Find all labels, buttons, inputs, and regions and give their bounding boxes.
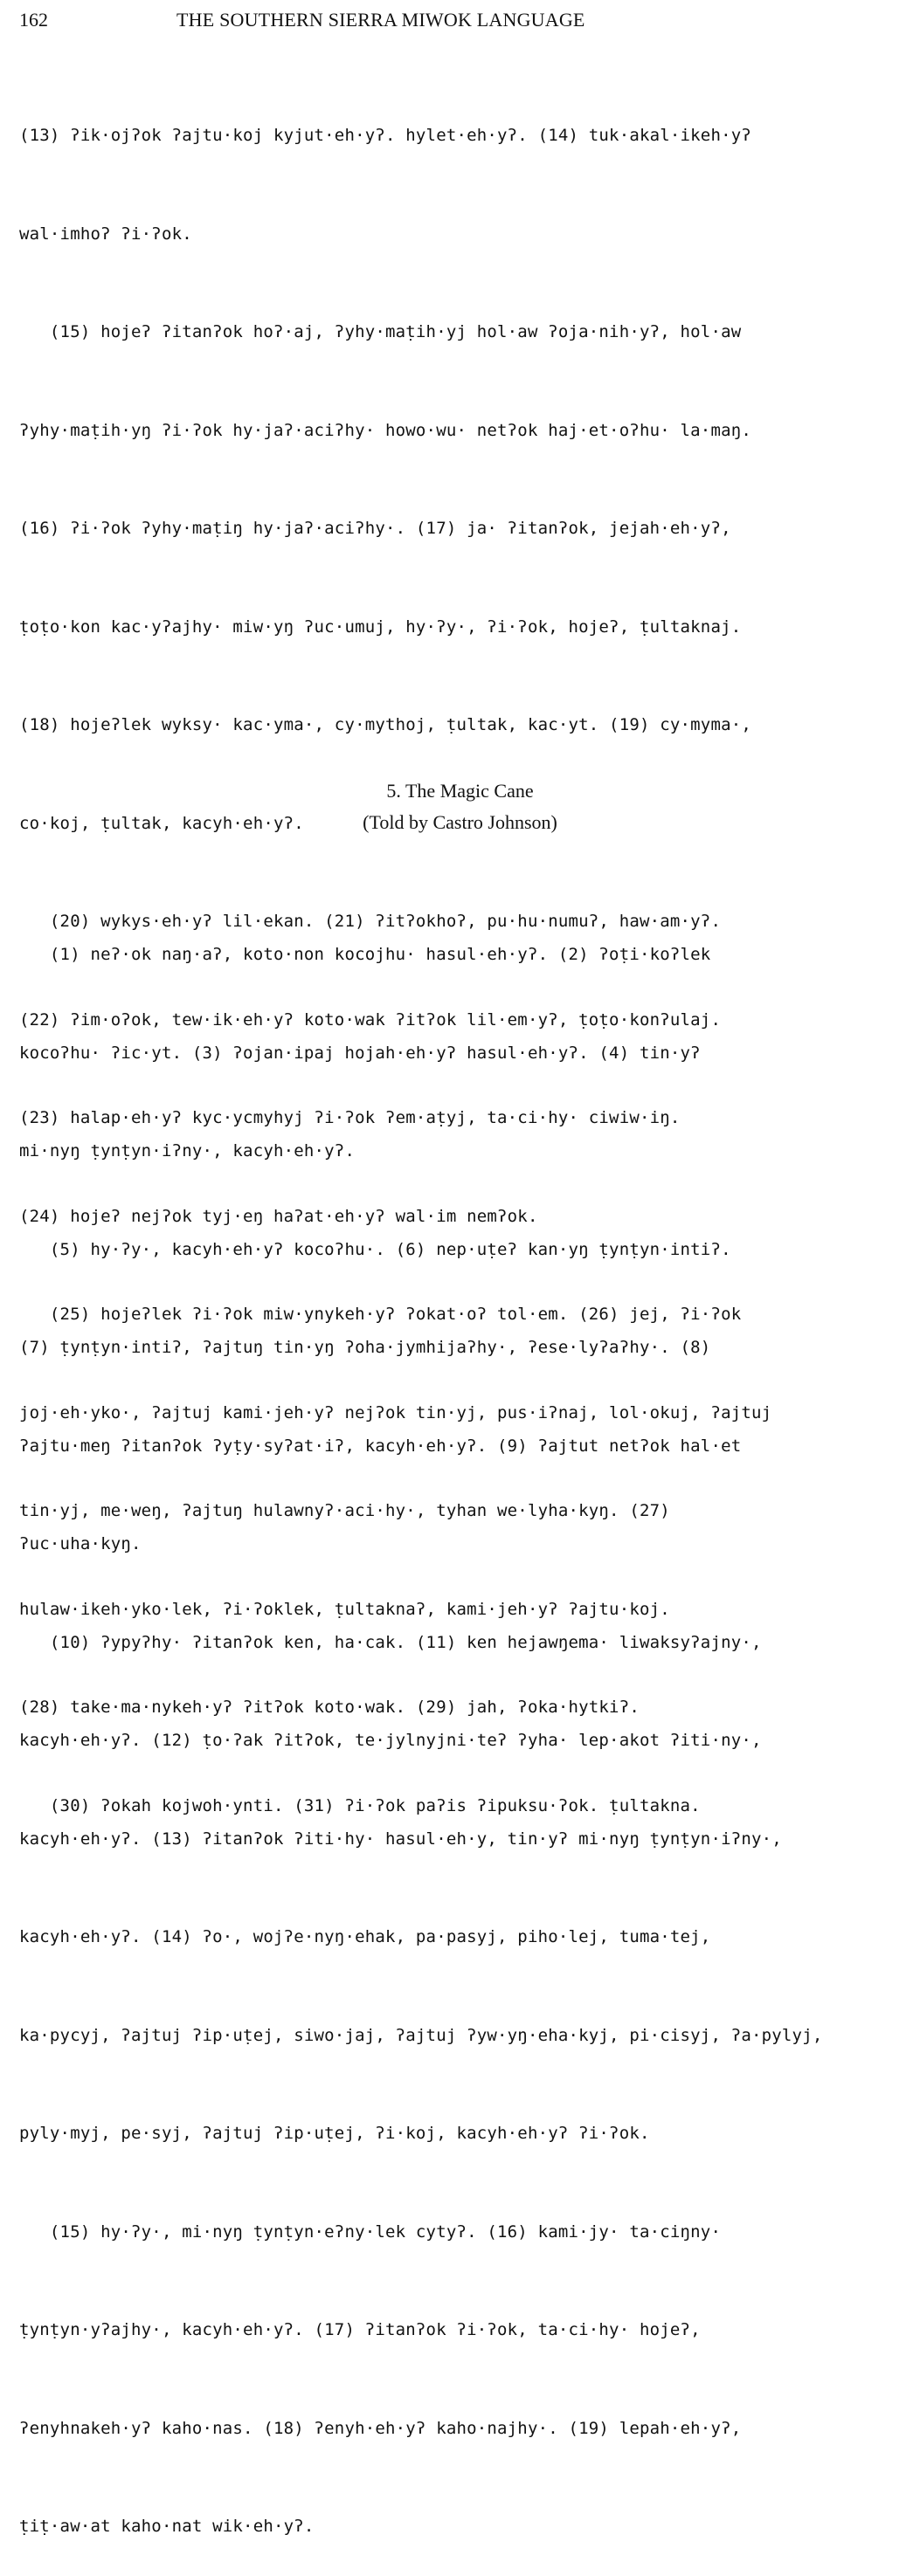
text-line: kacyh·eh·yʔ. (14) ʔo·, wojʔe·nyŋ·ehak, pa·pasyj, piho·lej, tuma·tej,	[19, 1927, 711, 1946]
text-line: mi·nyŋ ṭynṭyn·iʔny·, kacyh·eh·yʔ.	[19, 1141, 356, 1161]
text-line: ka·pycyj, ʔajtuj ʔip·uṭej, siwo·jaj, ʔajtuj ʔyw·yŋ·eha·kyj, pi·cisyj, ʔa·pylyj,	[19, 2025, 823, 2045]
text-line: wal·imhoʔ ʔi·ʔok.	[19, 224, 192, 244]
text-line: pyly·myj, pe·syj, ʔajtuj ʔip·uṭej, ʔi·koj, kacyh·eh·yʔ ʔi·ʔok.	[19, 2124, 650, 2143]
text-line: ṭiṭ·aw·at kaho·nat wik·eh·yʔ.	[19, 2517, 315, 2536]
text-line: (7) ṭynṭyn·intiʔ, ʔajtuŋ tin·yŋ ʔoha·jymhijaʔhy·, ʔese·lyʔaʔhy·. (8)	[19, 1338, 711, 1357]
text-line: co·koj, ṭultak, kacyh·eh·yʔ.	[19, 813, 304, 833]
text-line: (25) hojeʔlek ʔi·ʔok miw·ynykeh·yʔ ʔokat·oʔ tol·em. (26) jej, ʔi·ʔok	[19, 1305, 742, 1324]
text-line: ʔyhy·maṭih·yŋ ʔi·ʔok hy·jaʔ·aciʔhy· howo·wu· netʔok haj·et·oʔhu· la·maŋ.	[19, 420, 752, 440]
text-line: (20) wykys·eh·yʔ lil·ekan. (21) ʔitʔokhoʔ, pu·hu·numuʔ, haw·am·yʔ.	[19, 912, 722, 931]
page-number: 162	[19, 9, 48, 31]
text-line: joj·eh·yko·, ʔajtuj kami·jeh·yʔ nejʔok tin·yj, pus·iʔnaj, lol·okuj, ʔajtuj	[19, 1402, 772, 1422]
story-title: 5. The Magic Cane	[386, 780, 534, 802]
running-title: THE SOUTHERN SIERRA MIWOK LANGUAGE	[176, 9, 585, 31]
text-line: ʔajtu·meŋ ʔitanʔok ʔyṭy·syʔat·iʔ, kacyh·eh·yʔ. (9) ʔajtut netʔok hal·et	[19, 1436, 742, 1456]
text-line: (28) take·ma·nykeh·yʔ ʔitʔok koto·wak. (29) jah, ʔoka·hytkiʔ.	[19, 1698, 640, 1717]
text-line: ṭynṭyn·yʔajhy·, kacyh·eh·yʔ. (17) ʔitanʔok ʔi·ʔok, ta·ci·hy· hojeʔ,	[19, 2320, 701, 2339]
text-line: kocoʔhu· ʔic·yt. (3) ʔojan·ipaj hojah·eh·yʔ hasul·eh·yʔ. (4) tin·yʔ	[19, 1043, 701, 1063]
text-line: hulaw·ikeh·yko·lek, ʔi·ʔoklek, ṭultaknaʔ, kami·jeh·yʔ ʔajtu·koj.	[19, 1599, 670, 1619]
text-line: (15) hy·ʔy·, mi·nyŋ ṭynṭyn·eʔny·lek cytyʔ. (16) kami·jy· ta·ciŋny·	[19, 2221, 722, 2242]
text-line: ʔuc·uha·kyŋ.	[19, 1534, 142, 1553]
text-line: kacyh·eh·yʔ. (12) ṭo·ʔak ʔitʔok, te·jylnyjni·teʔ ʔyha· lep·akot ʔiti·ny·,	[19, 1731, 762, 1750]
text-line: kacyh·eh·yʔ. (13) ʔitanʔok ʔiti·hy· hasul·eh·y, tin·yʔ mi·nyŋ ṭynṭyn·iʔny·,	[19, 1829, 782, 1849]
text-line: (13) ʔik·ojʔok ʔajtu·koj kyjut·eh·yʔ. hylet·eh·yʔ. (14) tuk·akal·ikeh·yʔ	[19, 126, 752, 145]
text-line: (16) ʔi·ʔok ʔyhy·maṭiŋ hy·jaʔ·aciʔhy·. (17) ja· ʔitanʔok, jejah·eh·yʔ,	[19, 519, 731, 538]
text-block-magic-cane	[19, 873, 884, 2576]
text-line: (18) hojeʔlek wyksy· kac·yma·, cy·mythoj, ṭultak, kac·yt. (19) cy·myma·,	[19, 715, 752, 734]
text-line: (30) ʔokah kojwoh·ynti. (31) ʔi·ʔok paʔis ʔipuksu·ʔok. ṭultakna.	[19, 1795, 701, 1815]
text-line: tin·yj, me·weŋ, ʔajtuŋ hulawnyʔ·aci·hy·, tyhan we·lyha·kyŋ. (27)	[19, 1501, 670, 1520]
text-line: (1) neʔ·ok naŋ·aʔ, koto·non kocojhu· hasul·eh·yʔ. (2) ʔoṭi·koʔlek	[19, 945, 711, 964]
text-line: (15) hojeʔ ʔitanʔok hoʔ·aj, ʔyhy·maṭih·yj hol·aw ʔoja·nih·yʔ, hol·aw	[19, 322, 742, 341]
text-line: (23) halap·eh·yʔ kyc·ycmyhyj ʔi·ʔok ʔem·aṭyj, ta·ci·hy· ciwiw·iŋ.	[19, 1108, 681, 1127]
text-line: ṭoṭo·kon kac·yʔajhy· miw·yŋ ʔuc·umuj, hy·ʔy·, ʔi·ʔok, hojeʔ, ṭultaknaj.	[19, 616, 742, 637]
running-header	[19, 9, 683, 35]
text-line: (24) hojeʔ nejʔok tyj·eŋ haʔat·eh·yʔ wal·im nemʔok.	[19, 1206, 538, 1226]
text-line: ʔenyhnakeh·yʔ kaho·nas. (18) ʔenyh·eh·yʔ kaho·najhy·. (19) lepah·eh·yʔ,	[19, 2418, 742, 2438]
text-line: (10) ʔypyʔhy· ʔitanʔok ken, ha·cak. (11) ken hejawŋema· liwaksyʔajny·,	[19, 1632, 762, 1652]
text-line: (22) ʔim·oʔok, tew·ik·eh·yʔ koto·wak ʔitʔok lil·em·yʔ, ṭoṭo·konʔulaj.	[19, 1009, 722, 1030]
story-subtitle: (Told by Castro Johnson)	[363, 811, 557, 833]
text-line: (5) hy·ʔy·, kacyh·eh·yʔ kocoʔhu·. (6) nep·uṭeʔ kan·yŋ ṭynṭyn·intiʔ.	[19, 1239, 731, 1259]
